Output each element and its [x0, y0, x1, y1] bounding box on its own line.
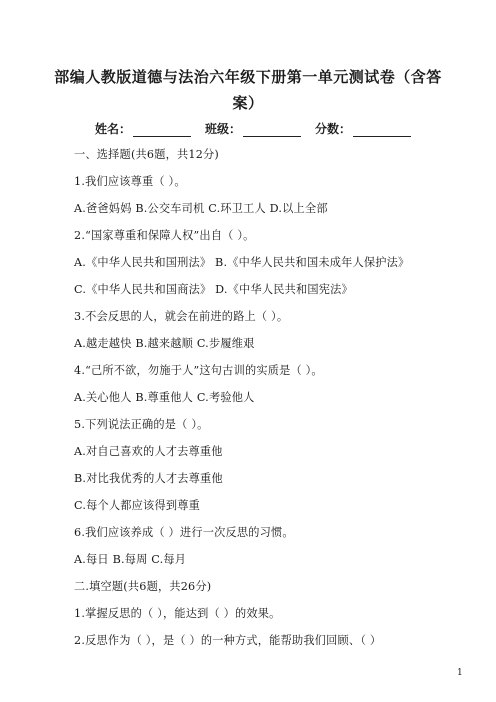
name-field: [95, 120, 191, 137]
fill-q1: 1.掌握反思的（ ），能达到（ ）的效果。: [74, 607, 281, 620]
q2-options-2: C.《中华人民共和国商法》 D.《中华人民共和国宪法》: [74, 283, 353, 296]
q2-options-1: A.《中华人民共和国刑法》 B.《中华人民共和国未成年人保护法》: [74, 256, 410, 269]
q3-options: A.越走越快 B.越来越顺 C.步履维艰: [74, 337, 255, 350]
q5-option-c: C.每个人都应该得到尊重: [74, 499, 200, 512]
q1-stem: 1.我们应该尊重（ ）。: [74, 175, 186, 188]
score-label: 分数：: [315, 122, 352, 136]
q5-option-a: A.对自己喜欢的人才去尊重他: [74, 445, 223, 458]
fill-q2: 2.反思作为（ ），是（ ）的一种方式，能帮助我们回顾、（ ）: [74, 634, 382, 647]
section1-heading: 一、选择题(共6题，共12分): [74, 148, 219, 161]
page-number: 1: [457, 668, 463, 678]
class-field: [205, 120, 301, 137]
score-blank: [353, 124, 411, 137]
q4-options: A.关心他人 B.尊重他人 C.考验他人: [74, 391, 255, 404]
document-title-line2: 案）: [232, 94, 264, 112]
q6-options: A.每日 B.每周 C.每月: [74, 553, 187, 566]
class-label: 班级：: [205, 122, 242, 136]
student-info-row: [95, 120, 425, 137]
document-title-line1: 部编人教版道德与法治六年级下册第一单元测试卷（含答: [54, 68, 442, 86]
score-field: [315, 120, 411, 137]
q3-stem: 3.不会反思的人，就会在前进的路上（ ）。: [74, 310, 289, 323]
class-blank: [243, 124, 301, 137]
section2-heading: 二.填空题(共6题，共26分): [74, 580, 212, 593]
q5-stem: 5.下列说法正确的是（ ）。: [74, 418, 209, 431]
name-blank: [133, 124, 191, 137]
q1-options: A.爸爸妈妈 B.公交车司机 C.环卫工人 D.以上全部: [74, 202, 328, 215]
name-label: 姓名：: [95, 122, 132, 136]
q6-stem: 6.我们应该养成（ ）进行一次反思的习惯。: [74, 526, 294, 539]
q5-option-b: B.对比我优秀的人才去尊重他: [74, 472, 223, 485]
q2-stem: 2.“国家尊重和保障人权”出自（ ）。: [74, 229, 255, 242]
q4-stem: 4.“己所不欲，勿施于人”这句古训的实质是（ ）。: [74, 364, 323, 377]
